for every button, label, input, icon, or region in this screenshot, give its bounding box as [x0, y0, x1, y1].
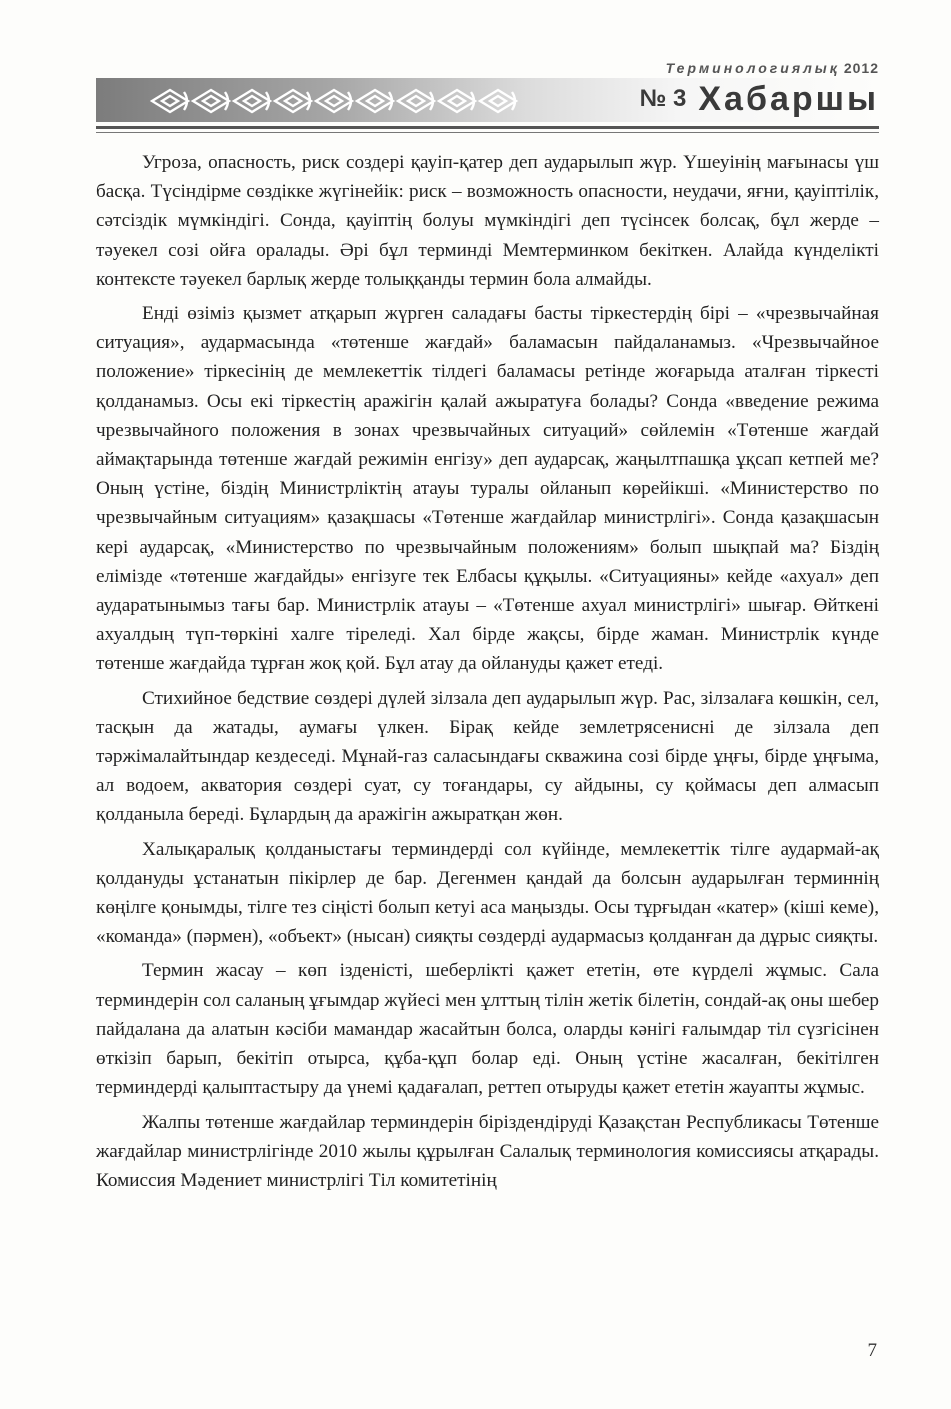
journal-line — [666, 60, 879, 76]
paragraph: Енді өзіміз қызмет атқарып жүрген саладағы басты тіркестердің бірі – «чрезвычайная ситуация», аудармасында «төтенше жағдай» баламасын пайдаланамыз. «Чрезвычайное положение» тіркесінің де мемлекеттік тілдегі баламасы ретінде жоғарыда аталған тіркесті қолданамыз. Осы екі тіркестің аражігін қалай ажыратуға болады? Сонда «введение режима чрезвычайного положения в зонах чрезвычайных ситуаций» сөйлемін «Төтенше жағдай аймақтарында төтенше жағдай режимін енгізу» деп аударсақ, жаңылтпашқа ұқсап кетпей ме? Оның үстіне, біздің Министрліктің атауы туралы ойланып көрейікші. «Министерство по чрезвычайным ситуациям» қазақшасы «Төтенше жағдайлар министрлігі». Сонда қазақшасын кері аударсақ, «Министерство по чрезвычайным положениям» болып шықпай ма? Біздің еліміздe «төтенше жағдайды» енгізуге тек Елбасы құқылы. «Ситуацияны» кейде «ахуал» деп аударатынымыз тағы бар. Министрлік атауы – «Төтенше ахуал министрлігі» шығар. Өйткені ахуалдың түп-төркіні халге тіреледі. Хал бірде жақсы, бірде жаман. Министрлік күнде төтенше жағдайда тұрған жоқ қой. Бұл атау да ойлануды қажет етеді. — [96, 303, 879, 675]
paragraph: Термин жасау – көп ізденісті, шеберлікті қажет ететін, өте күрделі жұмыс. Сала терминдерін сол саланың ұғымдар жүйесі мен ұлттың тілін жетік білетін, сондай-ақ оны шебер пайдалана да алатын кәсіби мамандар жасайтын болса, оларды кәнігі ғалымдар тіл сүзгісінен өткізіп барып, бекітіп отырса, құба-құп болар еді. Оның үстіне жасалған, бекітілген терминдерді қалыптастыру да үнемі қадағалап, реттеп отыруды қажет ететін жауапты жұмыс. — [96, 960, 879, 1099]
header-rule — [96, 126, 879, 129]
header-rule-thin — [96, 132, 879, 133]
bulletin-title: Хабаршы — [698, 80, 879, 118]
ornament-icon — [150, 86, 520, 116]
issue-title — [640, 80, 879, 119]
issue-number: № 3 — [639, 85, 687, 112]
article-body — [96, 148, 879, 1200]
paragraph: Халықаралық қолданыстағы терминдерді сол күйінде, мемлекеттік тілге аудармай-ақ қолдануды ұстанатын пікірлер де бар. Дегенмен қандай да болсын аударылған терминнің көңілге қонымды, тілге тез сіңісті болып кетуі аса маңызды. Осы тұрғыдан «катер» (кіші кеме), «команда» (пәрмен), «объект» (нысан) сияқты сөздерді аудармасыз қолданған да дұрыс сияқты. — [96, 838, 879, 948]
paragraph: Угроза, опасность, риск создері қауіп-қатер деп аударылып жүр. Үшеуінің мағынасы үш басқа. Түсіндірме сөздікке жүгінейік: риск – возможность опасности, неудачи, яғни, қауіптілік, сәтсіздік мүмкіндігі. Сонда, қауіптің болуы мүмкіндігі деп түсінсек болсақ, бұл жерде – тәуекел созі ойға оралады. Әрі бұл терминді Мемтерминком бекіткен. Алайда күнделікті контекстe тәуекел барлық жердe толыққанды термин бола алмайды. — [96, 152, 879, 290]
journal-year: 2012 — [843, 60, 879, 76]
journal-name: Терминологиялық — [665, 60, 840, 76]
paragraph: Жалпы төтенше жағдайлар терминдерін біріздендіруді Қазақстан Республикасы Төтенше жағдайлар министрлігінде 2010 жылы құрылған Салалық терминология комиссиясы атқарады. Комиссия Мәдениет министрлігі Тіл комитетінің — [96, 1111, 879, 1191]
page-number: 7 — [867, 1340, 877, 1361]
paragraph: Стихийное бедствие сөздері дүлей зілзала деп аударылып жүр. Рас, зілзалаға көшкін, сел, тасқын да жатады, аумағы үлкен. Бірақ кейде землетрясенисні де зілзала деп тәржімалайтындар кездеседі. Мұнай-газ саласындағы скважина созі бірде ұңғы, бірде ұңғыма, ал водоем, акватория сөздері суат, су тоғандары, су айдыны, су қоймасы деп алмасып қолданыла береді. Бұлардың да аражігін ажыратқан жөн. — [96, 687, 879, 826]
